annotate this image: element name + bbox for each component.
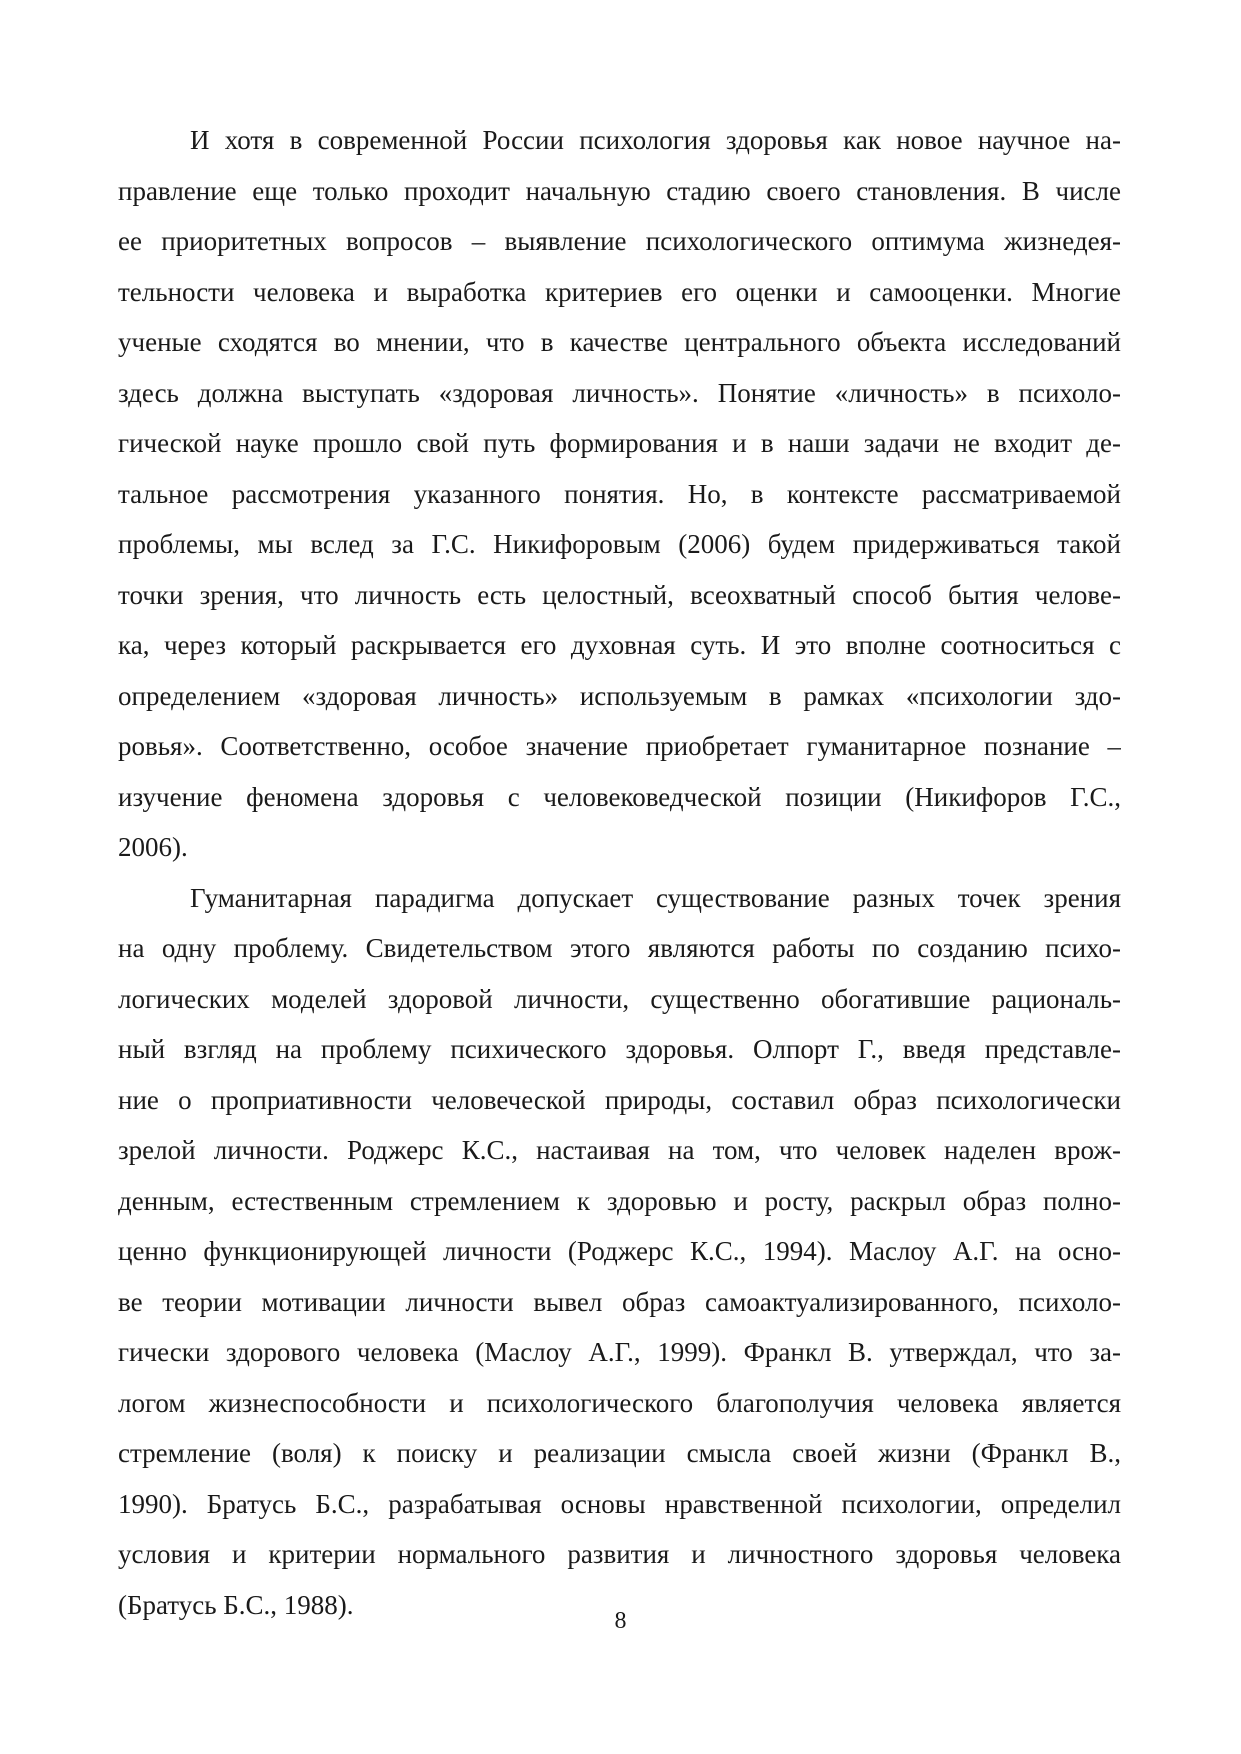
paragraph-line: (Братусь Б.С., 1988).	[118, 1589, 354, 1620]
paragraph-line: Гуманитарная парадигма допускает существование разных точек зрения	[190, 882, 1121, 913]
paragraph-line: тельности человека и выработка критериев его оценки и самооценки. Многие	[118, 276, 1121, 307]
paragraph-line: зрелой личности. Роджерс К.С., настаивая на том, что человек наделен врож-	[118, 1135, 1121, 1165]
paragraph-line: правление еще только проходит начальную стадию своего становления. В числе	[118, 175, 1121, 206]
paragraph-line: денным, естественным стремлением к здоровью и росту, раскрыл образ полно-	[118, 1185, 1121, 1216]
paragraph-line: ве теории мотивации личности вывел образ самоактуализированного, психоло-	[118, 1286, 1121, 1317]
paragraph-line: тальное рассмотрения указанного понятия. Но, в контексте рассматриваемой	[118, 478, 1121, 509]
body-text	[118, 115, 1121, 1630]
paragraph-line: здесь должна выступать «здоровая личность». Понятие «личность» в психоло-	[118, 377, 1121, 408]
paragraph-line: 1990). Братусь Б.С., разрабатывая основы нравственной психологии, определил	[118, 1488, 1121, 1519]
paragraph-line: гически здорового человека (Маслоу А.Г., 1999). Франкл В. утверждал, что за-	[118, 1337, 1121, 1367]
paragraph-line: ученые сходятся во мнении, что в качестве центрального объекта исследований	[118, 327, 1121, 357]
paragraph-line: ровья». Соответственно, особое значение приобретает гуманитарное познание –	[118, 731, 1121, 761]
paragraph-1	[118, 115, 1121, 873]
paragraph-line: 2006).	[118, 832, 188, 862]
paragraph-line: условия и критерии нормального развития и личностного здоровья человека	[118, 1539, 1121, 1569]
paragraph-line: логом жизнеспособности и психологического благополучия человека является	[118, 1387, 1121, 1418]
paragraph-line: ценно функционирующей личности (Роджерс К.С., 1994). Маслоу А.Г. на осно-	[118, 1236, 1121, 1266]
paragraph-2	[118, 873, 1121, 1631]
paragraph-line: ее приоритетных вопросов – выявление психологического оптимума жизнедея-	[118, 226, 1121, 256]
paragraph-line: изучение феномена здоровья с человековедческой позиции (Никифоров Г.С.,	[118, 781, 1121, 812]
paragraph-line: стремление (воля) к поиску и реализации смысла своей жизни (Франкл В.,	[118, 1438, 1121, 1468]
paragraph-line: определением «здоровая личность» используемым в рамках «психологии здо-	[118, 680, 1121, 711]
page-number: 8	[614, 1608, 627, 1634]
paragraph-line: ный взгляд на проблему психического здоровья. Олпорт Г., введя представле-	[118, 1034, 1121, 1064]
paragraph-line: проблемы, мы вслед за Г.С. Никифоровым (2006) будем придерживаться такой	[118, 529, 1121, 559]
paragraph-line: гической науке прошло свой путь формирования и в наши задачи не входит де-	[118, 428, 1121, 458]
paragraph-line: точки зрения, что личность есть целостный, всеохватный способ бытия челове-	[118, 579, 1121, 610]
paragraph-line: ка, через который раскрывается его духовная суть. И это вполне соотноситься с	[118, 630, 1121, 660]
paragraph-line: ние о проприативности человеческой природы, составил образ психологически	[118, 1084, 1121, 1115]
paragraph-line: на одну проблему. Свидетельством этого являются работы по созданию психо-	[118, 933, 1121, 963]
paragraph-line: И хотя в современной России психология здоровья как новое научное на-	[190, 125, 1121, 155]
paragraph-line: логических моделей здоровой личности, существенно обогатившие рациональ-	[118, 983, 1121, 1014]
